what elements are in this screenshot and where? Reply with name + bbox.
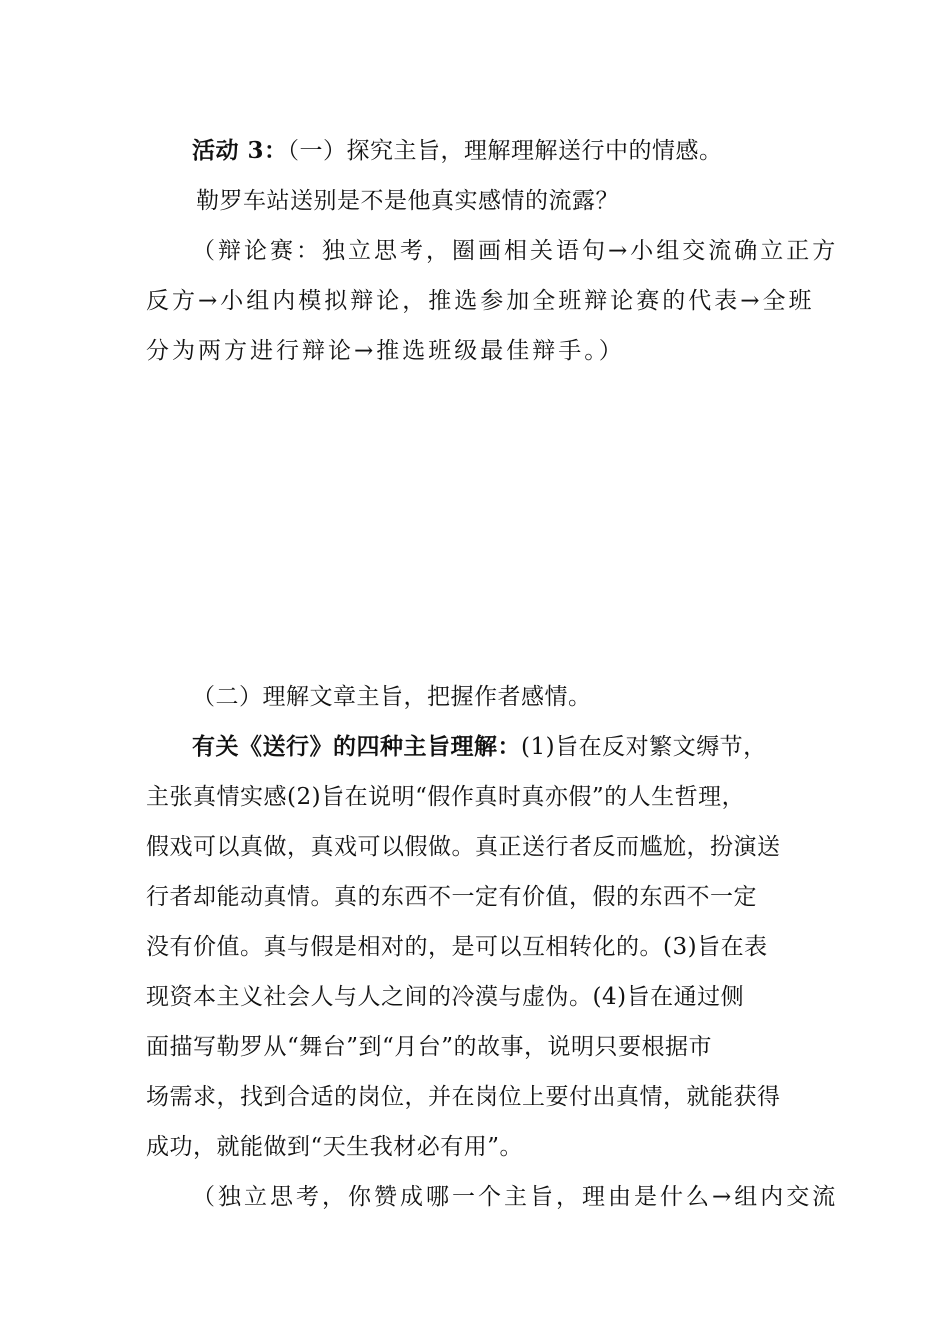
theme-intro-label: 有关《送行》的四种主旨理解： <box>192 733 521 760</box>
instruction-line: （独立思考，你赞成哪一个主旨，理由是什么→组内交流 <box>192 1184 839 1210</box>
debate-line-3: 分为两方进行辩论→推选班级最佳辩手。） <box>146 338 625 364</box>
theme-line-2: 假戏可以真做，真戏可以假做。真正送行者反而尴尬，扮演送 <box>146 834 781 860</box>
question-line: 勒罗车站送别是不是他真实感情的流露？ <box>196 188 619 214</box>
theme-line-7: 场需求，找到合适的岗位，并在岗位上要付出真情，就能获得 <box>146 1084 781 1110</box>
theme-line-3: 行者却能动真情。真的东西不一定有价值，假的东西不一定 <box>146 884 757 910</box>
debate-line-2: 反方→小组内模拟辩论，推选参加全班辩论赛的代表→全班 <box>146 288 815 314</box>
theme-line-6: 面描写勒罗从“舞台”到“月台”的故事，说明只要根据市 <box>146 1034 713 1060</box>
activity-heading-text: （一）探究主旨，理解理解送行中的情感。 <box>287 138 723 164</box>
theme-line-4: 没有价值。真与假是相对的，是可以互相转化的。(3)旨在表 <box>146 934 768 960</box>
section2-heading: （二）理解文章主旨，把握作者感情。 <box>192 684 592 710</box>
theme-line-1: 主张真情实感(2)旨在说明“假作真时真亦假”的人生哲理， <box>146 784 746 810</box>
theme-line-5: 现资本主义社会人与人之间的冷漠与虚伪。(4)旨在通过侧 <box>146 984 745 1010</box>
activity-label: 活动 3： <box>192 137 288 164</box>
activity-heading <box>192 136 723 166</box>
theme-line-8: 成功，就能做到“天生我材必有用”。 <box>146 1134 524 1160</box>
debate-line-1: （辩论赛：独立思考，圈画相关语句→小组交流确立正方 <box>192 238 839 264</box>
theme-intro-line <box>192 732 767 762</box>
theme-intro-rest: (1)旨在反对繁文缛节， <box>521 734 767 760</box>
